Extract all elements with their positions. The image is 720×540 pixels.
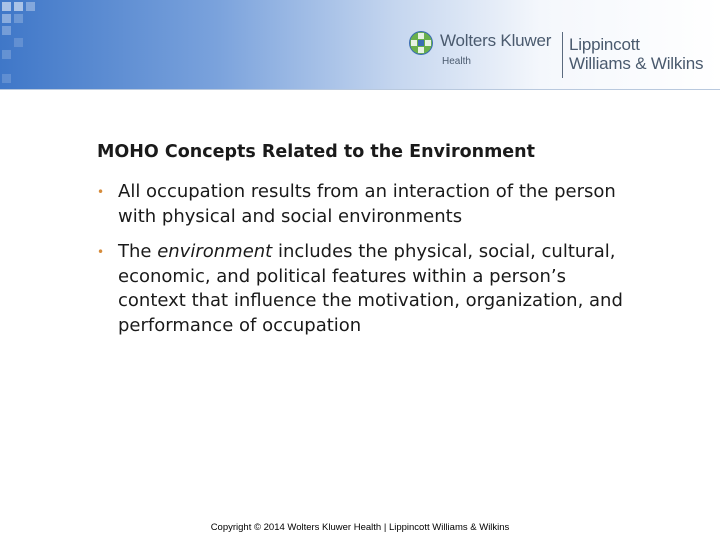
- decorative-tiles: [0, 0, 60, 90]
- header-banner: [0, 0, 720, 90]
- slide-title: MOHO Concepts Related to the Environment: [97, 142, 536, 162]
- bullet-item-1: [97, 180, 627, 229]
- bullet-text-pre: The: [118, 241, 158, 262]
- bullet-list: [97, 180, 627, 338]
- bullet-text-post: includes the physical, social, cultural, economic, and political features within a person’s context that influence the motivation, organization, and performance of occupation: [118, 241, 623, 336]
- copyright-footer: Copyright © 2014 Wolters Kluwer Health | Lippincott Williams & Wilkins: [210, 522, 510, 533]
- health-label: Health: [442, 56, 471, 67]
- logo-divider: [562, 32, 563, 78]
- bullet-text-emphasis: environment: [157, 241, 273, 262]
- wolters-kluwer-wordmark: Wolters Kluwer: [440, 31, 552, 50]
- bullet-dot-icon: •: [97, 245, 105, 259]
- bullet-dot-icon: •: [97, 185, 105, 199]
- bullet-item-2: [97, 240, 627, 338]
- lippincott-wordmark: Lippincott: [569, 35, 640, 54]
- wolters-kluwer-logo-icon: [408, 30, 434, 56]
- header-divider: [0, 89, 720, 90]
- williams-wilkins-wordmark: Williams & Wilkins: [569, 54, 704, 73]
- bullet-text: All occupation results from an interaction of the person with physical and social environments: [118, 181, 616, 227]
